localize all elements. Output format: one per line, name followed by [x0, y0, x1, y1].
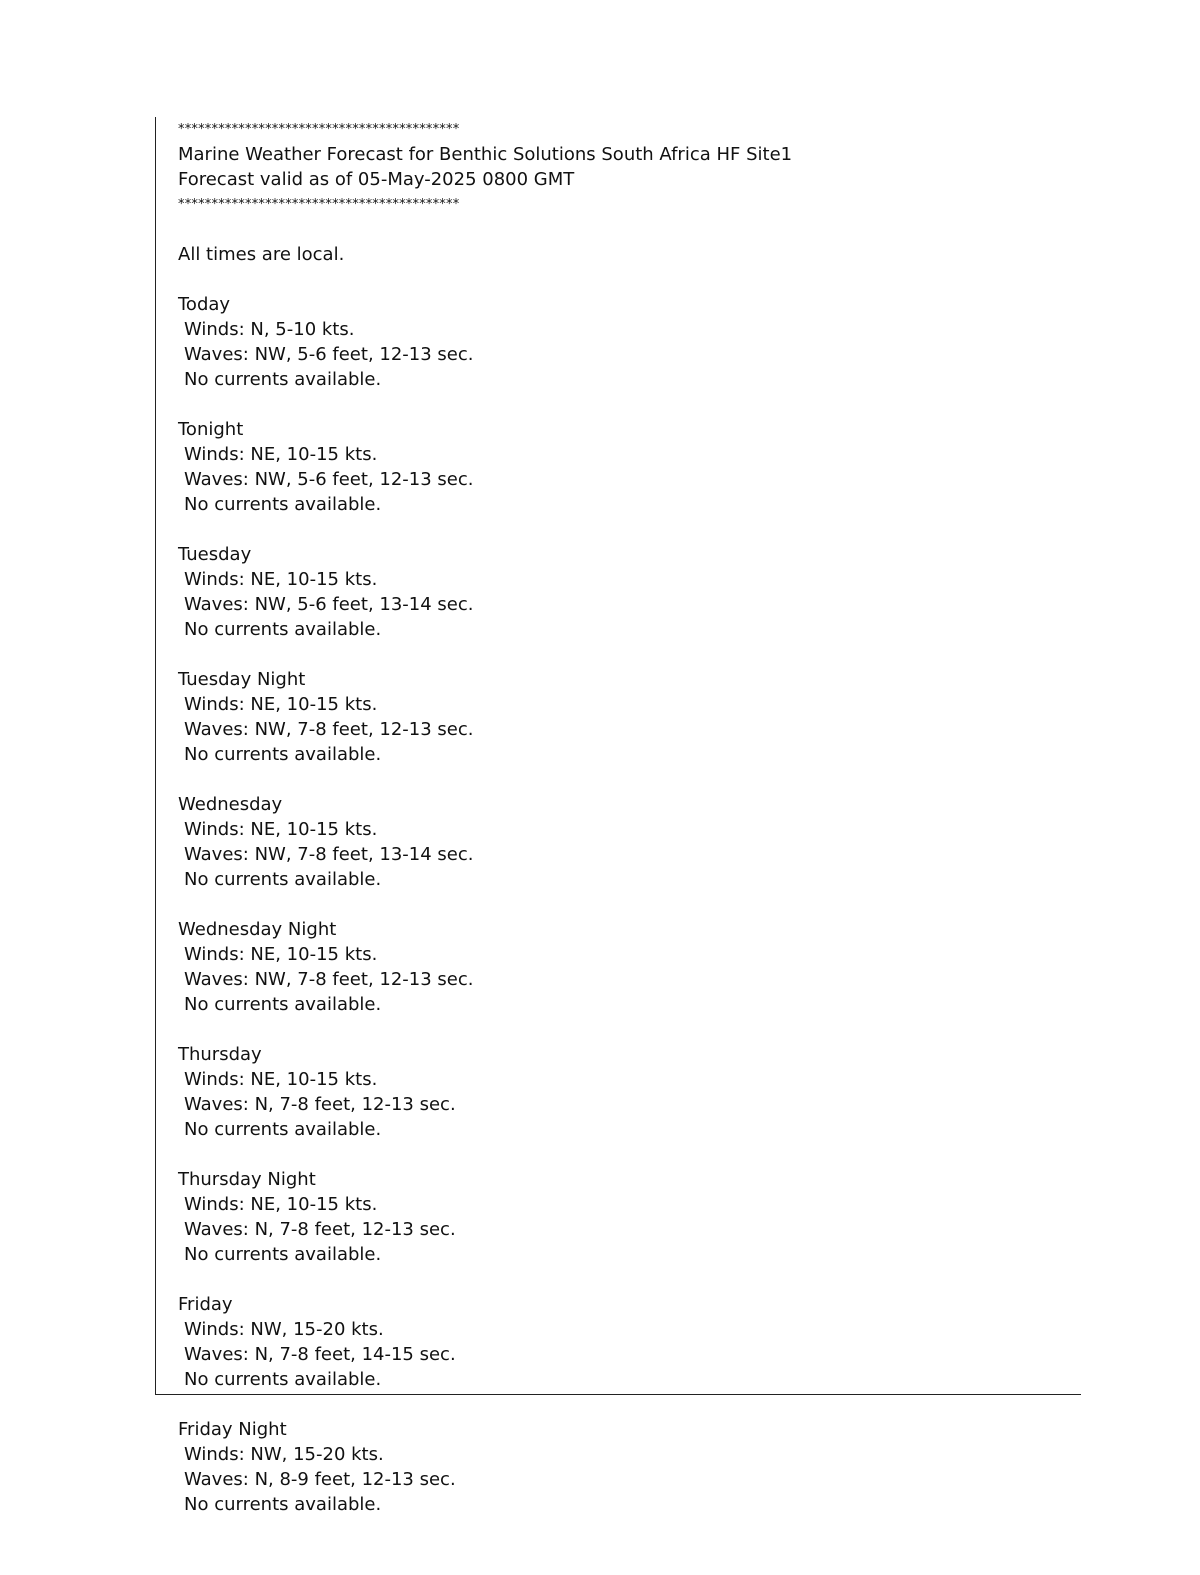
period-name: Friday — [178, 1294, 233, 1315]
period-currents: No currents available. — [184, 1119, 382, 1140]
spacer — [178, 217, 1078, 242]
period-waves: Waves: NW, 7-8 feet, 12-13 sec. — [184, 719, 474, 740]
period-name: Today — [178, 294, 231, 315]
header-stars-bottom: ****************************************** — [178, 197, 460, 212]
period-waves: Waves: N, 7-8 feet, 14-15 sec. — [184, 1344, 456, 1365]
period-name: Tuesday Night — [178, 669, 306, 690]
period-currents: No currents available. — [184, 1369, 382, 1390]
period-winds: Winds: NE, 10-15 kts. — [184, 819, 378, 840]
period-name: Tonight — [178, 419, 244, 440]
spacer — [178, 1392, 1078, 1417]
period-name: Wednesday Night — [178, 919, 337, 940]
forecast-period — [178, 917, 1078, 1042]
spacer — [178, 1142, 1078, 1167]
period-currents: No currents available. — [184, 1244, 382, 1265]
period-currents: No currents available. — [184, 494, 382, 515]
period-winds: Winds: NE, 10-15 kts. — [184, 1194, 378, 1215]
period-currents: No currents available. — [184, 1494, 382, 1515]
period-name: Wednesday — [178, 794, 283, 815]
forecast-valid-time: Forecast valid as of 05-May-2025 0800 GMT — [178, 169, 575, 190]
period-currents: No currents available. — [184, 869, 382, 890]
forecast-text — [178, 117, 1078, 1517]
period-winds: Winds: NE, 10-15 kts. — [184, 1069, 378, 1090]
period-currents: No currents available. — [184, 619, 382, 640]
spacer — [178, 1267, 1078, 1292]
period-winds: Winds: NW, 15-20 kts. — [184, 1444, 384, 1465]
period-winds: Winds: NE, 10-15 kts. — [184, 569, 378, 590]
period-winds: Winds: NE, 10-15 kts. — [184, 444, 378, 465]
spacer — [178, 1017, 1078, 1042]
period-winds: Winds: NE, 10-15 kts. — [184, 944, 378, 965]
period-winds: Winds: NW, 15-20 kts. — [184, 1319, 384, 1340]
period-waves: Waves: NW, 5-6 feet, 13-14 sec. — [184, 594, 474, 615]
forecast-period — [178, 1167, 1078, 1292]
spacer — [178, 267, 1078, 292]
forecast-period — [178, 542, 1078, 667]
period-name: Thursday Night — [178, 1169, 316, 1190]
period-currents: No currents available. — [184, 369, 382, 390]
forecast-period — [178, 1417, 1078, 1517]
spacer — [178, 392, 1078, 417]
period-winds: Winds: N, 5-10 kts. — [184, 319, 355, 340]
period-waves: Waves: NW, 7-8 feet, 13-14 sec. — [184, 844, 474, 865]
period-waves: Waves: NW, 7-8 feet, 12-13 sec. — [184, 969, 474, 990]
forecast-period — [178, 792, 1078, 917]
period-currents: No currents available. — [184, 994, 382, 1015]
forecast-period — [178, 417, 1078, 542]
period-winds: Winds: NE, 10-15 kts. — [184, 694, 378, 715]
spacer — [178, 642, 1078, 667]
forecast-title: Marine Weather Forecast for Benthic Solutions South Africa HF Site1 — [178, 144, 793, 165]
spacer — [178, 517, 1078, 542]
period-currents: No currents available. — [184, 744, 382, 765]
forecast-periods — [178, 292, 1078, 1517]
period-name: Friday Night — [178, 1419, 287, 1440]
period-waves: Waves: N, 7-8 feet, 12-13 sec. — [184, 1094, 456, 1115]
spacer — [178, 892, 1078, 917]
period-waves: Waves: NW, 5-6 feet, 12-13 sec. — [184, 469, 474, 490]
period-waves: Waves: N, 8-9 feet, 12-13 sec. — [184, 1469, 456, 1490]
period-name: Thursday — [178, 1044, 262, 1065]
forecast-period — [178, 1042, 1078, 1167]
forecast-period — [178, 1292, 1078, 1417]
forecast-period — [178, 667, 1078, 792]
period-waves: Waves: N, 7-8 feet, 12-13 sec. — [184, 1219, 456, 1240]
period-waves: Waves: NW, 5-6 feet, 12-13 sec. — [184, 344, 474, 365]
times-note: All times are local. — [178, 244, 345, 265]
spacer — [178, 767, 1078, 792]
header-stars-top: ****************************************** — [178, 122, 460, 137]
period-name: Tuesday — [178, 544, 252, 565]
left-border-rule — [155, 117, 156, 1395]
forecast-period — [178, 292, 1078, 417]
